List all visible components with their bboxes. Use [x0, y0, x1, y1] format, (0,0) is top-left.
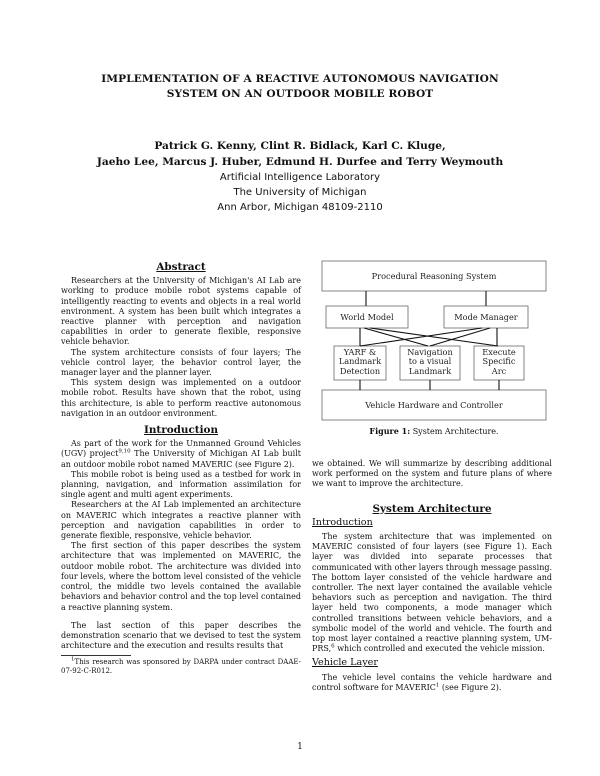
right-column: [312, 459, 552, 693]
intro-paragraph: Researchers at the AI Lab implemented an architecture on MAVERIC which integrates a reactive planner with perception and navigation capabilities in order to generate flexible, responsive, vehicle behavior.: [61, 500, 301, 541]
yarf-label-3: Detection: [339, 366, 381, 376]
abstract-heading: Abstract: [156, 261, 206, 273]
figure-caption: Figure 1: System Architecture.: [369, 426, 499, 436]
intro-paragraph: The first section of this paper describes the system architecture that was implemented on MAVERIC, the outdoor mobile robot. The architecture was divided into four levels, where the bottom level consisted of the vehicle control, the middle two levels contained the available behaviors and behavior control and the top level contained a reactive planning system.: [61, 541, 301, 612]
footnote: $^1$This research was sponsored by DARPA under contract DAAE-07-92-C-R012.: [61, 656, 301, 676]
mode-manager-label: Mode Manager: [454, 312, 518, 322]
architecture-figure: [312, 258, 556, 448]
sub-introduction-heading: Introduction: [312, 516, 373, 528]
abstract-paragraph: The system architecture consists of four layers; The vehicle control layer, the behavior control layer, the manager layer and the planner layer.: [61, 347, 301, 378]
architecture-diagram: [312, 258, 556, 426]
title-line-1: IMPLEMENTATION OF A REACTIVE AUTONOMOUS NAVIGATION: [101, 73, 499, 85]
yarf-label-2: Landmark: [338, 356, 382, 366]
affiliation: [40, 170, 560, 215]
vehicle-label: Vehicle Hardware and Controller: [365, 400, 503, 410]
vehicle-layer-heading: Vehicle Layer: [312, 657, 378, 669]
yarf-label-1: YARF &: [343, 347, 377, 357]
introduction-heading: Introduction: [144, 424, 218, 437]
affiliation-line-1: Artificial Intelligence Laboratory: [219, 172, 381, 183]
page-number: 1: [297, 742, 303, 752]
continued-paragraph: we obtained. We will summarize by describing additional work performed on the system and future plans of where we want to improve the architecture.: [312, 459, 552, 489]
vehicle-layer-paragraph: The vehicle level contains the vehicle hardware and control software for MAVERIC$^1$ (see Figure 2).: [312, 672, 552, 692]
system-architecture-heading: System Architecture: [372, 502, 492, 515]
left-column: [61, 262, 301, 676]
abstract-paragraph: Researchers at the University of Michigan's AI Lab are working to produce mobile robot systems capable of intelligently reacting to events and objects in a real world environment. A system has been built which integrates a reactive planner with perception and navigation capabilities in order to generate flexible, responsive vehicle behavior.: [61, 276, 301, 347]
architecture-paragraph: The system architecture that was implemented on MAVERIC consisted of four layers (see Figure 1). Each layer was divided into separate processes that communicated with other layers through message passing. The bottom layer consisted of the vehicle hardware and controller. The next layer contained the available vehicle behaviors such as perception and navigation. The third layer held two components, a mode manager which controlled transitions between vehicle behaviors, and a symbolic model of the world and vehicle. The fourth and top most layer contained a reactive planning system, UM-PRS,$^6$ which controlled and executed the vehicle mission.: [312, 532, 553, 654]
prs-label: Procedural Reasoning System: [371, 271, 497, 281]
navigation-label-2: to a visual: [408, 356, 452, 366]
author-list: [40, 138, 560, 170]
affiliation-line-2: The University of Michigan: [233, 187, 367, 198]
title-line-2: SYSTEM ON AN OUTDOOR MOBILE ROBOT: [166, 88, 434, 100]
affiliation-line-3: Ann Arbor, Michigan 48109-2110: [217, 202, 383, 213]
execute-label-1: Execute: [482, 347, 516, 357]
world-model-label: World Model: [340, 312, 394, 322]
execute-label-3: Arc: [491, 366, 507, 376]
intro-paragraph: As part of the work for the Unmanned Ground Vehicles (UGV) project$^{9,10}$ The University of Michigan AI Lab built an outdoor mobile robot named MAVERIC (see Figure 2).: [61, 439, 301, 469]
paper-title: [40, 72, 560, 102]
authors-line-1: Patrick G. Kenny, Clint R. Bidlack, Karl C. Kluge,: [154, 140, 446, 152]
authors-line-2: Jaeho Lee, Marcus J. Huber, Edmund H. Durfee and Terry Weymouth: [96, 156, 504, 168]
intro-paragraph: This mobile robot is being used as a testbed for work in planning, navigation, and information assimilation for single agent and multi agent experiments.: [61, 469, 301, 500]
navigation-label-3: Landmark: [408, 366, 452, 376]
navigation-label-1: Navigation: [407, 347, 453, 357]
abstract-paragraph: This system design was implemented on a outdoor mobile robot. Results have shown that the robot, using this architecture, is able to perform reactive autonomous navigation in an outdoor environment.: [61, 378, 301, 418]
execute-label-2: Specific: [482, 356, 516, 366]
intro-paragraph: The last section of this paper describes the demonstration scenario that we devised to test the system architecture and the execution and results results that: [61, 620, 301, 651]
